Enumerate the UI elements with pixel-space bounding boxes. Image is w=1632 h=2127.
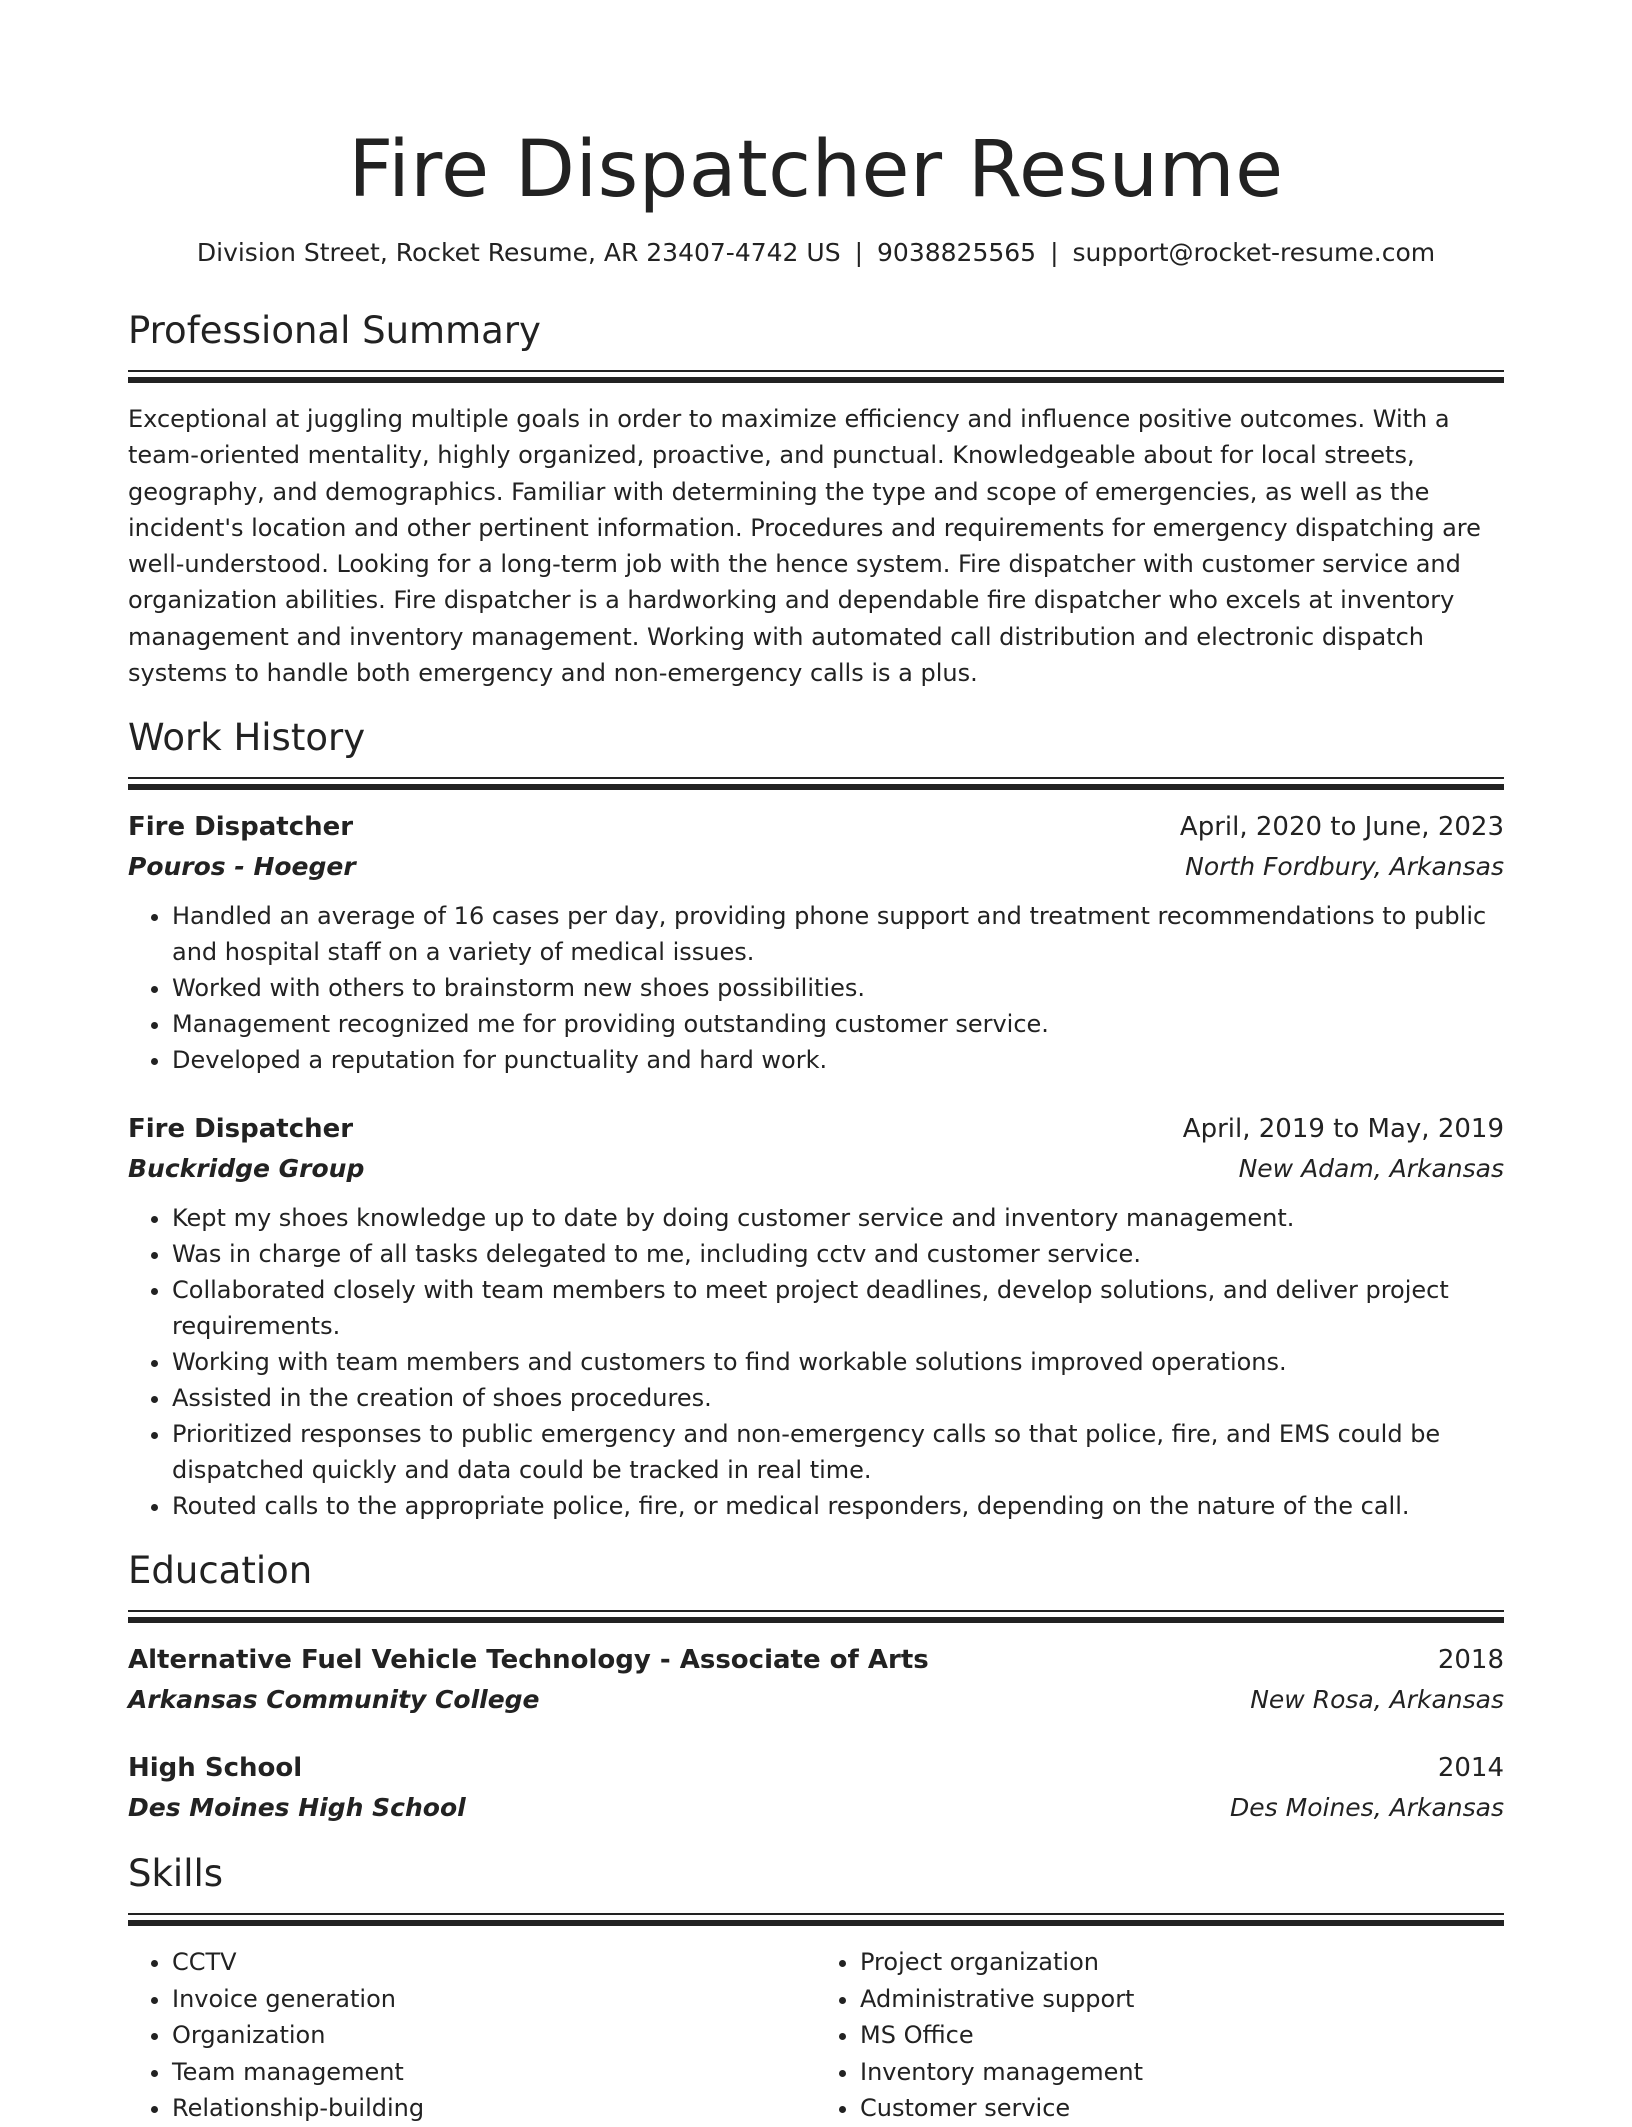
summary-heading: Professional Summary: [128, 309, 541, 352]
skills-columns: [128, 1944, 1504, 2127]
job-bullet: • Handled an average of 16 cases per day, providing phone support and treatment recommendations to public and hospital staff on a variety of medical issues.: [172, 898, 1504, 970]
education-year: 2018: [1437, 1645, 1504, 1676]
job-entry: [128, 808, 1504, 1078]
job-bullet: • Worked with others to brainstorm new shoes possibilities.: [172, 970, 1504, 1006]
section-divider: [128, 370, 1504, 383]
education-degree: Alternative Fuel Vehicle Technology - Associate of Arts: [128, 1645, 929, 1676]
skill-item: • Organization: [172, 2017, 816, 2054]
job-role: Fire Dispatcher: [128, 812, 354, 843]
contact-separator: |: [854, 238, 864, 267]
section-divider: [128, 777, 1504, 790]
job-company: Pouros - Hoeger: [128, 852, 356, 882]
job-bullet: • Routed calls to the appropriate police, fire, or medical responders, depending on the nature of the call.: [172, 1488, 1504, 1524]
skills-list-left: [128, 1944, 816, 2127]
job-location: New Adam, Arkansas: [1238, 1154, 1504, 1184]
skill-item: • MS Office: [860, 2017, 1504, 2054]
job-entry: [128, 1110, 1504, 1524]
education-entry: [128, 1641, 1504, 1719]
education-entry: [128, 1749, 1504, 1827]
job-bullets: [128, 1200, 1504, 1524]
job-bullet: • Working with team members and customers to find workable solutions improved operations.: [172, 1344, 1504, 1380]
education-school: Des Moines High School: [128, 1793, 466, 1823]
section-divider: [128, 1913, 1504, 1926]
job-bullet: • Was in charge of all tasks delegated to me, including cctv and customer service.: [172, 1236, 1504, 1272]
education-school: Arkansas Community College: [128, 1685, 540, 1715]
resume-content: [128, 120, 1504, 2127]
education-degree: High School: [128, 1753, 303, 1784]
work-history-heading: Work History: [128, 716, 366, 760]
job-role: Fire Dispatcher: [128, 1114, 354, 1145]
summary-text: Exceptional at juggling multiple goals in order to maximize efficiency and influence positive outcomes. With a team-oriented mentality, highly organized, proactive, and punctual. Knowledgeable about for local streets, geography, and demographics. Familiar with determining the type and scope of emergencies, as well as the incident's location and other pertinent information. Procedures and requirements for emergency dispatching are well-understood. Looking for a long-term job with the hence system. Fire dispatcher with customer service and organization abilities. Fire dispatcher is a hardworking and dependable fire dispatcher who excels at inventory management and inventory management. Working with automated call distribution and electronic dispatch systems to handle both emergency and non-emergency calls is a plus.: [128, 405, 1481, 688]
contact-line: [128, 236, 1504, 270]
skills-list-right: [816, 1944, 1504, 2127]
job-dates: April, 2020 to June, 2023: [1179, 812, 1504, 843]
job-bullet: • Assisted in the creation of shoes procedures.: [172, 1380, 1504, 1416]
job-location: North Fordbury, Arkansas: [1185, 852, 1504, 882]
job-bullet: • Kept my shoes knowledge up to date by doing customer service and inventory management.: [172, 1200, 1504, 1236]
contact-phone: 9038825565: [877, 238, 1037, 267]
skill-item: • Team management: [172, 2054, 816, 2091]
education-year: 2014: [1437, 1753, 1504, 1784]
job-bullet: • Management recognized me for providing outstanding customer service.: [172, 1006, 1504, 1042]
job-bullets: [128, 898, 1504, 1078]
skill-item: • Relationship-building: [172, 2090, 816, 2127]
contact-separator: |: [1050, 238, 1059, 267]
job-bullet: • Collaborated closely with team members to meet project deadlines, develop solutions, and deliver project requirements.: [172, 1272, 1504, 1344]
contact-address: Division Street, Rocket Resume, AR 23407-4742 US: [196, 238, 841, 267]
skill-item: • Inventory management: [860, 2054, 1504, 2091]
education-heading: Education: [128, 1549, 313, 1593]
job-dates: April, 2019 to May, 2019: [1182, 1114, 1504, 1145]
education-location: New Rosa, Arkansas: [1250, 1685, 1504, 1715]
job-bullet: • Developed a reputation for punctuality and hard work.: [172, 1042, 1504, 1078]
skill-item: • Administrative support: [860, 1981, 1504, 2018]
skill-item: • Project organization: [860, 1944, 1504, 1981]
section-divider: [128, 1610, 1504, 1623]
skill-item: • Invoice generation: [172, 1981, 816, 2018]
skill-item: • CCTV: [172, 1944, 816, 1981]
skill-item: • Customer service: [860, 2090, 1504, 2127]
contact-email: support@rocket-resume.com: [1072, 238, 1436, 267]
resume-title: Fire Dispatcher Resume: [348, 125, 1284, 215]
skills-heading: Skills: [128, 1852, 224, 1896]
education-location: Des Moines, Arkansas: [1230, 1793, 1504, 1823]
job-company: Buckridge Group: [128, 1154, 365, 1184]
job-bullet: • Prioritized responses to public emergency and non-emergency calls so that police, fire, and EMS could be dispatched quickly and data could be tracked in real time.: [172, 1416, 1504, 1488]
